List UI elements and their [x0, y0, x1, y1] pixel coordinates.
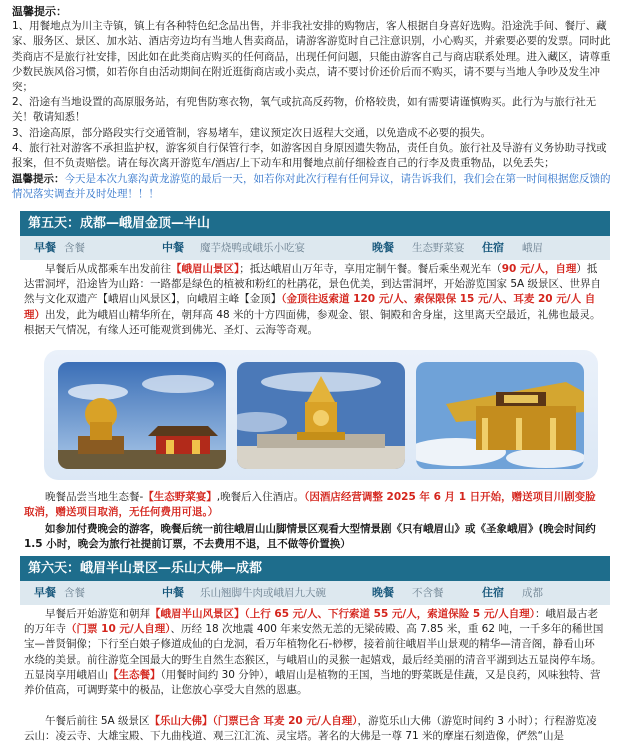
- tips-final-label: 温馨提示：: [12, 173, 65, 186]
- day6-breakfast-value: 含餐: [64, 587, 85, 599]
- day5-p2-highlight-notice: （因酒店经营调整 2025 年 6 月 1 日开始，赠送项目川剧变脸取消，赠送项目取消，无任何费用可退。）: [24, 491, 596, 519]
- day6-p1-highlight-cable: （上行 65 元/人、下行索道 55 元/人，索道保险 5 元/人自理）: [244, 608, 535, 620]
- day6-p2-highlight-buddha: 【乐山大佛】: [149, 715, 213, 727]
- day5-title: 第五天：成都—峨眉金顶—半山: [28, 216, 211, 231]
- day6-lunch-value: 乐山翘脚牛肉或峨眉九大碗: [200, 587, 326, 599]
- photo-strip: [44, 350, 598, 480]
- day6-p1-text-d: ：峨眉最古老的万年寺: [24, 608, 598, 636]
- day5-title-bar: [20, 211, 610, 236]
- day5-lunch-label: 中餐: [162, 241, 184, 254]
- day5-stay-value: 峨眉: [522, 242, 543, 254]
- tips-section: [12, 4, 614, 203]
- day6-p1-highlight-eco-meal: 【生态餐】: [108, 668, 161, 681]
- day5-p1-highlight-scenic: 【峨眉山景区】: [171, 263, 240, 275]
- day6-breakfast-label: 早餐: [34, 586, 56, 599]
- day5-dinner-label: 晚餐: [372, 241, 394, 254]
- day5-breakfast-label: 早餐: [34, 241, 56, 254]
- day6-title: 第六天：峨眉半山景区—乐山大佛—成都: [28, 561, 263, 576]
- day5-p1-text-a: 早餐后从成都乘车出发前往: [45, 263, 171, 275]
- day6-p1-highlight-scenic: 【峨眉半山风景区】: [150, 608, 245, 620]
- day5-paragraph-2: [24, 490, 604, 520]
- day5-meal-row: [20, 236, 610, 260]
- tips-title: 温馨提示：: [12, 5, 67, 18]
- day6-stay-label: 住宿: [482, 586, 504, 599]
- day6-p2-highlight-ticket: （门票已含 耳麦 20 元/人自理）: [212, 715, 358, 727]
- day5-p2-highlight-dinner: 【生态野菜宴】: [143, 491, 217, 503]
- day6-p1-text-f: 、历经 18 次地震 400 年来安然无恙的无梁砖殿、高 7.85 米，重 62 吨，一千多年的稀世国宝—普贤铜像；下行至白娘子修道成仙的白龙洞，看万年植物化石-桫椤，接着前往峨眉半山景观的精华—清音阁，静看山环水绕的美景。前往游览全国最大的野生自然生态猴区，与峨眉山的灵猴一起嬉戏，最后经美丽的清音平湖到达五显岗停车场。五显岗享用峨眉山: [24, 623, 604, 681]
- day5-stay-label: 住宿: [482, 241, 504, 254]
- day6-stay-value: 成都: [522, 587, 543, 599]
- day6-title-bar: [20, 556, 610, 581]
- tips-item-4: 4、旅行社对游客不承担监护权，游客须自行保管行李，如游客因自身原因遗失物品，责任自负。旅行社及导游有义务协助寻找或报案，但不负责赔偿。请在每次离开游览车/酒店/上下动车和用餐地点前仔细检查自己的行李及贵重物品，以免丢失；: [12, 141, 607, 170]
- day5-lunch-value: 魔芋烧鸭或峨乐小吃宴: [200, 242, 305, 254]
- day5-dinner-value: 生态野菜宴: [412, 242, 465, 254]
- photo-golden-summit: [237, 362, 405, 469]
- day5-p1-highlight-cable: （金顶往返索道 120 元/人、索保限保 15 元/人、耳麦 20 元/人 自理）: [24, 293, 596, 321]
- day5-paragraph-1: [24, 262, 604, 338]
- day5-p2-text-a: 晚餐品尝当地生态餐-: [45, 491, 144, 503]
- day6-paragraph-1: [24, 607, 604, 698]
- day5-p2-text-c: ,晚餐后入住酒店。: [216, 491, 305, 503]
- day5-breakfast-value: 含餐: [64, 242, 85, 254]
- day6-p2-text-a: 午餐后前往 5A 级景区: [45, 715, 150, 727]
- day5-p1-text-g: 出发，此为峨眉山精华所在，朝拜高 48 米的十方四面佛，参观金、银、铜殿和舍身崖，这里离天空最近，礼佛也最灵。根据天气情况，有缘人还可能观赏到佛光、圣灯、云海等奇观。: [24, 308, 601, 336]
- photo-golden-buddha: [58, 362, 226, 469]
- day6-lunch-label: 中餐: [162, 586, 184, 599]
- day5-p1-highlight-bus: 90 元/人，自理: [501, 263, 577, 275]
- day6-p1-highlight-ticket: （门票 10 元/人自理）: [66, 623, 171, 636]
- tips-item-2: 2、沿途有当地设置的高原服务站，有兜售防寒衣物，氧气或抗高反药物，价格较贵，如有需要请谨慎购买。此行为与旅行社无关！敬请知悉！: [12, 96, 597, 124]
- day6-dinner-value: 不含餐: [412, 587, 444, 599]
- day6-paragraph-2: [24, 714, 604, 744]
- day5-p1-text-c: ；抵达峨眉山万年寺，享用定制午餐。餐后乘坐观光车（: [239, 263, 502, 275]
- day5-p1-text-e: ）抵达雷洞坪，沿途皆为山路：一路都是绿色的植被和粉红的杜鹃花，景色优美，到达雷洞坪，开始游览国家 5A 级景区、世界自然与文化双遗产【峨眉山风景区】，向峨眉主峰【金顶】: [24, 263, 602, 306]
- photo-golden-temple: [416, 362, 584, 469]
- tips-item-3: 3、沿途高原，部分路段实行交通管制，容易堵车，建议预定次日返程大交通，以免造成不必要的损失。: [12, 126, 492, 139]
- day6-p1-text-a: 早餐后开始游览和朝拜: [45, 608, 150, 620]
- day6-meal-row: [20, 581, 610, 605]
- tips-item-1: 1、用餐地点为川主寺镇，镇上有各种特色纪念品出售，并非我社安排的购物店，客人根据自身喜好选购。沿途洗手间、餐厅、藏家、服务区、景区、加水站、酒店旁边均有当地人售卖商品，请游客游览时自己注意识别，小心购买，并索要必要的发票。同时此类商店不是旅行社安排，因此如在此类商店购买的任何商品，出现任何问题，只能由游客自己与商店联系处理。进入藏区，请尊重少数民族风俗习惯，如若你自由活动期间在附近逛街商店或小卖点，请不要讨价还价后而不购买，请不要与当地人争吵及发生冲突；: [12, 20, 611, 94]
- day6-p2-text-d: ，游览乐山大佛（游览时间约 3 小时）；行程游览凌云山：凌云寺、大雄宝殿、下九曲栈道、观三江汇流、灵宝塔。著名的大佛是一尊 71 米的摩崖石刻造像，俨然“山是: [24, 715, 597, 743]
- tips-final-note: [12, 172, 614, 202]
- day6-p1-text-h: （用餐时间约 30 分钟），峨眉山是植物的王国，当地的野菜既是佳蔬，又是良药，风味独特、营养价值高，可调野菜中的极品，让您放心享受大自然的恩惠。: [24, 668, 601, 697]
- day5-paragraph-3: 如参加付费晚会的游客，晚餐后统一前往峨眉山山脚情景区观看大型情景剧《只有峨眉山》或《圣象峨眉》(晚会时间约 1.5 小时，晚会为旅行社提前订票，不去费用不退，且不做等价置换）: [24, 523, 596, 551]
- day6-dinner-label: 晚餐: [372, 586, 394, 599]
- tips-final-text: 今天是本次九寨沟黄龙游览的最后一天，如若你对此次行程有任何异议，请告诉我们，我们会在第一时间根据您反馈的情况落实调查并及时处理！！！: [12, 173, 611, 201]
